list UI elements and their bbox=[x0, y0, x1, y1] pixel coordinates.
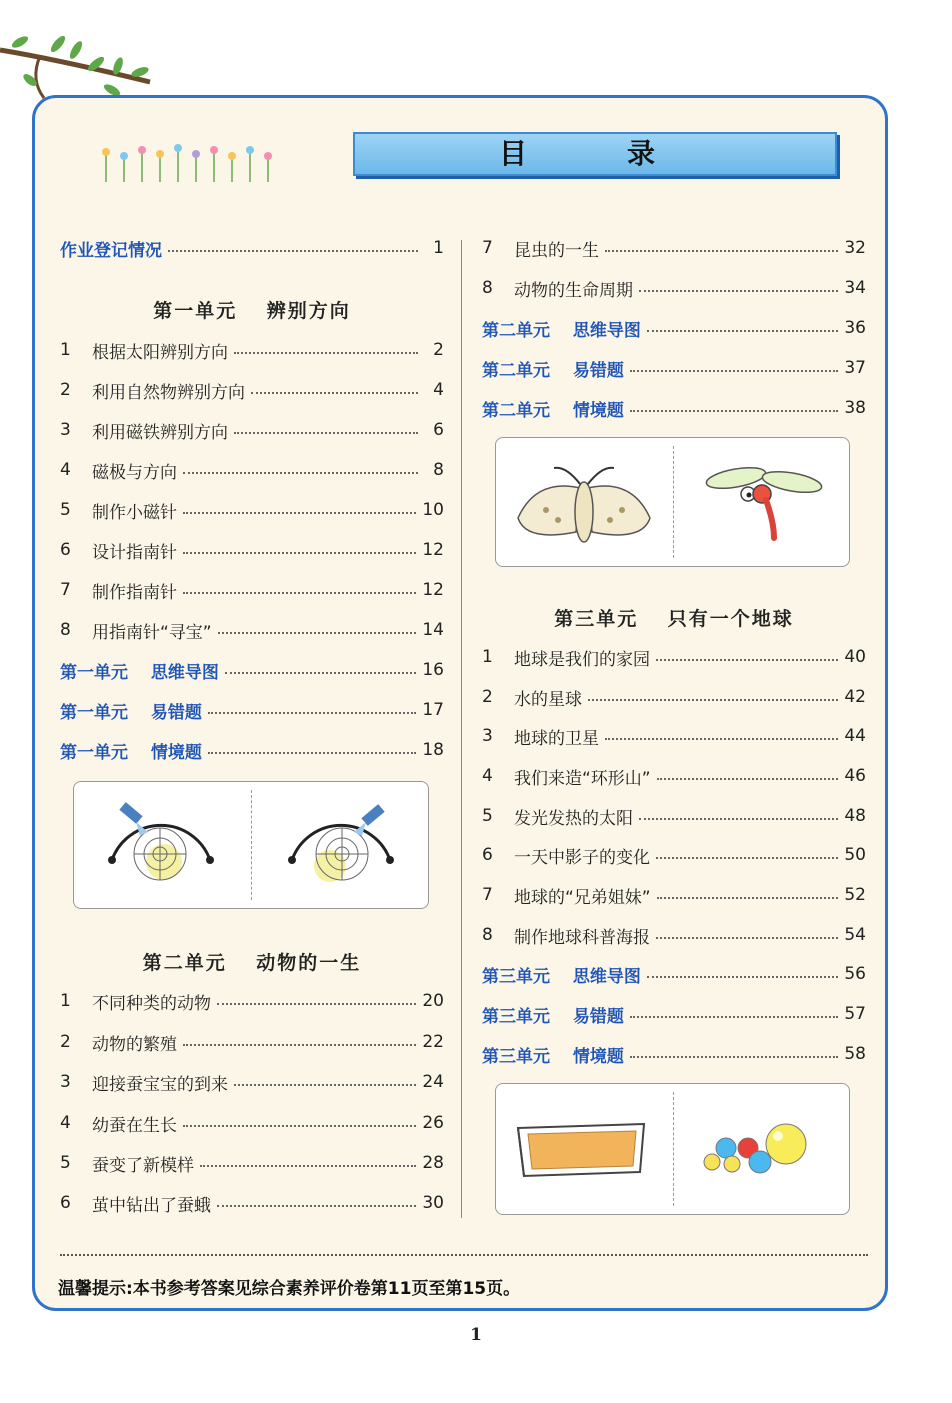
toc-page: 40 bbox=[844, 647, 866, 667]
toc-page: 44 bbox=[844, 726, 866, 746]
toc-review[interactable] bbox=[60, 738, 444, 762]
toc-label: 不同种类的动物 bbox=[92, 993, 211, 1014]
tip-text: 温馨提示:本书参考答案见综合素养评价卷第11页至第15页。 bbox=[58, 1279, 521, 1299]
toc-review[interactable] bbox=[60, 698, 444, 722]
moth-icon bbox=[496, 438, 673, 568]
toc-page: 28 bbox=[422, 1153, 444, 1173]
toc-item[interactable]: 6 茧中钻出了蚕蛾 30 bbox=[60, 1191, 444, 1215]
toc-label: 水的星球 bbox=[514, 689, 582, 710]
toc-item[interactable]: 4 磁极与方向 8 bbox=[60, 458, 444, 482]
toc-label: 茧中钻出了蚕蛾 bbox=[92, 1195, 211, 1216]
toc-page: 52 bbox=[844, 885, 866, 905]
earth-picture-box bbox=[495, 1083, 850, 1215]
toc-label: 迎接蚕宝宝的到来 bbox=[92, 1074, 228, 1095]
toc-page: 2 bbox=[433, 340, 444, 360]
dragonfly-icon bbox=[674, 438, 851, 568]
toc-item[interactable]: 3 地球的卫星 44 bbox=[482, 724, 866, 748]
toc-label: 第二单元 思维导图 bbox=[482, 320, 641, 341]
toc-item[interactable]: 6 一天中影子的变化 50 bbox=[482, 843, 866, 867]
toc-label: 设计指南针 bbox=[92, 542, 177, 563]
compass-icon bbox=[74, 782, 252, 910]
toc-item[interactable]: 5 发光发热的太阳 48 bbox=[482, 804, 866, 828]
toc-label: 第一单元 思维导图 bbox=[60, 662, 219, 683]
toc-label: 蚕变了新模样 bbox=[92, 1155, 194, 1176]
toc-page: 20 bbox=[422, 991, 444, 1011]
toc-label: 第三单元 易错题 bbox=[482, 1006, 624, 1027]
toc-page: 22 bbox=[422, 1032, 444, 1052]
toc-review[interactable] bbox=[60, 658, 444, 682]
toc-page: 26 bbox=[422, 1113, 444, 1133]
toc-item[interactable]: 7 制作指南针 12 bbox=[60, 578, 444, 602]
toc-page: 8 bbox=[433, 460, 444, 480]
toc-label: 第一单元 情境题 bbox=[60, 742, 202, 763]
toc-label: 第三单元 情境题 bbox=[482, 1046, 624, 1067]
toc-label: 利用自然物辨别方向 bbox=[92, 382, 245, 403]
toc-review[interactable] bbox=[482, 1002, 866, 1026]
toc-register[interactable] bbox=[60, 236, 444, 260]
divider-line bbox=[60, 1254, 868, 1256]
toc-page: 1 bbox=[433, 238, 444, 258]
toc-item[interactable]: 3 利用磁铁辨别方向 6 bbox=[60, 418, 444, 442]
flowers-illustration bbox=[98, 140, 278, 184]
toc-item[interactable]: 2 动物的繁殖 22 bbox=[60, 1030, 444, 1054]
toc-page: 16 bbox=[422, 660, 444, 680]
toc-label: 一天中影子的变化 bbox=[514, 847, 650, 868]
toc-label: 制作地球科普海报 bbox=[514, 927, 650, 948]
toc-item[interactable]: 7 地球的“兄弟姐妹” 52 bbox=[482, 883, 866, 907]
toc-item[interactable]: 4 我们来造“环形山” 46 bbox=[482, 764, 866, 788]
toc-item[interactable]: 8 动物的生命周期 34 bbox=[482, 276, 866, 300]
column-divider bbox=[461, 240, 462, 1218]
toc-label: 幼蚕在生长 bbox=[92, 1115, 177, 1136]
toc-label: 第一单元 易错题 bbox=[60, 702, 202, 723]
toc-label: 发光发热的太阳 bbox=[514, 808, 633, 829]
compass-picture-box bbox=[73, 781, 429, 909]
toc-label: 用指南针“寻宝” bbox=[92, 622, 212, 643]
toc-review[interactable] bbox=[482, 1042, 866, 1066]
toc-page: 14 bbox=[422, 620, 444, 640]
toc-label: 磁极与方向 bbox=[92, 462, 177, 483]
toc-review[interactable] bbox=[482, 396, 866, 420]
toc-page: 42 bbox=[844, 687, 866, 707]
branch-illustration bbox=[0, 20, 160, 100]
toc-item[interactable]: 1 根据太阳辨别方向 2 bbox=[60, 338, 444, 362]
toc-page: 12 bbox=[422, 540, 444, 560]
toc-review[interactable] bbox=[482, 356, 866, 380]
toc-label: 地球的“兄弟姐妹” bbox=[514, 887, 651, 908]
toc-label: 根据太阳辨别方向 bbox=[92, 342, 228, 363]
toc-label: 第三单元 思维导图 bbox=[482, 966, 641, 987]
toc-page: 54 bbox=[844, 925, 866, 945]
toc-page: 37 bbox=[844, 358, 866, 378]
toc-label: 利用磁铁辨别方向 bbox=[92, 422, 228, 443]
toc-page: 12 bbox=[422, 580, 444, 600]
toc-item[interactable]: 2 水的星球 42 bbox=[482, 685, 866, 709]
toc-label: 动物的繁殖 bbox=[92, 1034, 177, 1055]
balls-icon bbox=[674, 1084, 851, 1216]
toc-item[interactable]: 5 制作小磁针 10 bbox=[60, 498, 444, 522]
toc-page: 57 bbox=[844, 1004, 866, 1024]
toc-label: 制作指南针 bbox=[92, 582, 177, 603]
toc-review[interactable] bbox=[482, 316, 866, 340]
toc-page: 30 bbox=[422, 1193, 444, 1213]
toc-label: 地球的卫星 bbox=[514, 728, 599, 749]
toc-page: 56 bbox=[844, 964, 866, 984]
page-title: 目 录 bbox=[353, 132, 837, 176]
page-number: 1 bbox=[470, 1325, 482, 1345]
toc-item[interactable]: 6 设计指南针 12 bbox=[60, 538, 444, 562]
toc-item[interactable]: 7 昆虫的一生 32 bbox=[482, 236, 866, 260]
toc-item[interactable]: 8 制作地球科普海报 54 bbox=[482, 923, 866, 947]
toc-page: 46 bbox=[844, 766, 866, 786]
toc-item[interactable]: 4 幼蚕在生长 26 bbox=[60, 1111, 444, 1135]
toc-page: 50 bbox=[844, 845, 866, 865]
insect-picture-box bbox=[495, 437, 850, 567]
toc-review[interactable] bbox=[482, 962, 866, 986]
toc-label: 制作小磁针 bbox=[92, 502, 177, 523]
unit2-title: 第二单元 动物的一生 bbox=[142, 952, 362, 974]
toc-page: 32 bbox=[844, 238, 866, 258]
toc-label: 作业登记情况 bbox=[60, 240, 162, 261]
toc-page: 10 bbox=[422, 500, 444, 520]
toc-label: 我们来造“环形山” bbox=[514, 768, 651, 789]
unit1-title: 第一单元 辨别方向 bbox=[153, 300, 351, 322]
toc-item[interactable]: 1 地球是我们的家园 40 bbox=[482, 645, 866, 669]
toc-label: 地球是我们的家园 bbox=[514, 649, 650, 670]
toc-page: 58 bbox=[844, 1044, 866, 1064]
toc-page: 18 bbox=[422, 740, 444, 760]
toc-page: 4 bbox=[433, 380, 444, 400]
toc-label: 动物的生命周期 bbox=[514, 280, 633, 301]
compass-icon bbox=[252, 782, 430, 910]
toc-page: 17 bbox=[422, 700, 444, 720]
sand-tray-icon bbox=[496, 1084, 673, 1216]
toc-page: 48 bbox=[844, 806, 866, 826]
toc-page: 24 bbox=[422, 1072, 444, 1092]
toc-item[interactable]: 3 迎接蚕宝宝的到来 24 bbox=[60, 1070, 444, 1094]
toc-page: 36 bbox=[844, 318, 866, 338]
toc-page: 34 bbox=[844, 278, 866, 298]
toc-item[interactable]: 5 蚕变了新模样 28 bbox=[60, 1151, 444, 1175]
toc-label: 第二单元 情境题 bbox=[482, 400, 624, 421]
toc-label: 第二单元 易错题 bbox=[482, 360, 624, 381]
toc-label: 昆虫的一生 bbox=[514, 240, 599, 261]
unit3-title: 第三单元 只有一个地球 bbox=[554, 608, 794, 630]
toc-item[interactable]: 2 利用自然物辨别方向 4 bbox=[60, 378, 444, 402]
toc-page: 38 bbox=[844, 398, 866, 418]
toc-page: 6 bbox=[433, 420, 444, 440]
toc-item[interactable]: 8 用指南针“寻宝” 14 bbox=[60, 618, 444, 642]
toc-item[interactable]: 1 不同种类的动物 20 bbox=[60, 989, 444, 1013]
